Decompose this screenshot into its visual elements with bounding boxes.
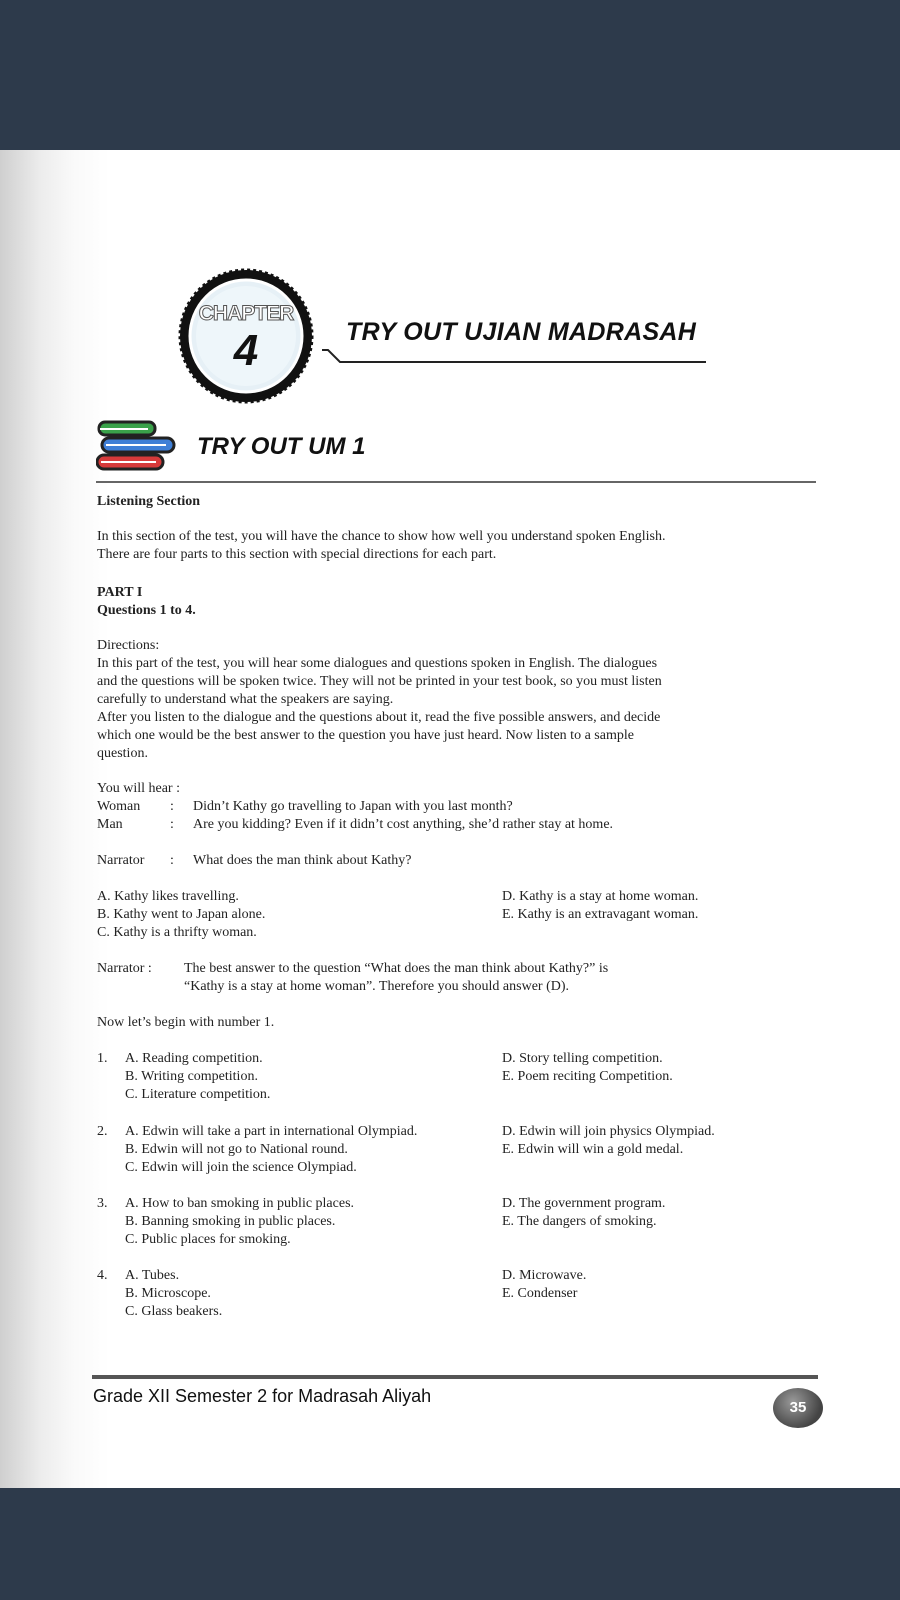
chapter-number: 4 xyxy=(233,326,259,375)
books-icon xyxy=(96,420,178,472)
part-title: PART I xyxy=(97,585,143,600)
sample-option-d: D. Kathy is a stay at home woman. xyxy=(502,889,699,904)
narrator-question: What does the man think about Kathy? xyxy=(193,853,412,868)
question-option-e: E. Condenser xyxy=(502,1286,578,1301)
part-questions: Questions 1 to 4. xyxy=(97,603,196,618)
directions-line: carefully to understand what the speakers are saying. xyxy=(97,692,394,707)
speaker-colon: : xyxy=(170,817,174,832)
divider xyxy=(96,481,816,483)
directions-line: After you listen to the dialogue and the questions about it, read the five possible answers, and decide xyxy=(97,710,661,725)
bottom-bar xyxy=(0,1488,900,1600)
question-option-b: B. Edwin will not go to National round. xyxy=(125,1142,348,1157)
speaker-man: Man xyxy=(97,817,123,832)
question-number: 3. xyxy=(97,1196,108,1211)
intro-line: In this section of the test, you will have the chance to show how well you understand spoken English. xyxy=(97,529,666,544)
question-number: 1. xyxy=(97,1051,108,1066)
question-option-d: D. Story telling competition. xyxy=(502,1051,663,1066)
question-option-d: D. Edwin will join physics Olympiad. xyxy=(502,1124,715,1139)
question-option-a: A. Edwin will take a part in international Olympiad. xyxy=(125,1124,418,1139)
question-option-b: B. Writing competition. xyxy=(125,1069,258,1084)
question-option-e: E. The dangers of smoking. xyxy=(502,1214,657,1229)
question-option-b: B. Banning smoking in public places. xyxy=(125,1214,336,1229)
question-option-d: D. Microwave. xyxy=(502,1268,587,1283)
man-line: Are you kidding? Even if it didn’t cost anything, she’d rather stay at home. xyxy=(193,817,614,832)
speaker-woman: Woman xyxy=(97,799,141,814)
question-number: 4. xyxy=(97,1268,108,1283)
speaker-colon: : xyxy=(170,853,174,868)
directions-line: and the questions will be spoken twice. They will not be printed in your test book, so you must listen xyxy=(97,674,662,689)
you-will-hear: You will hear : xyxy=(97,781,180,796)
question-option-c: C. Glass beakers. xyxy=(125,1304,223,1319)
directions-line: which one would be the best answer to the question you have just heard. Now listen to a sample xyxy=(97,728,634,743)
question-option-a: A. Reading competition. xyxy=(125,1051,263,1066)
footer-divider xyxy=(92,1375,818,1379)
answer-narrator-label: Narrator : xyxy=(97,961,152,976)
question-number: 2. xyxy=(97,1124,108,1139)
intro-line: There are four parts to this section with special directions for each part. xyxy=(97,547,497,562)
chapter-badge-label: CHAPTER xyxy=(198,302,294,325)
woman-line: Didn’t Kathy go travelling to Japan with you last month? xyxy=(193,799,513,814)
sample-option-c: C. Kathy is a thrifty woman. xyxy=(97,925,257,940)
directions-label: Directions: xyxy=(97,638,160,653)
chapter-badge xyxy=(178,268,314,404)
question-option-a: A. Tubes. xyxy=(125,1268,180,1283)
directions-line: In this part of the test, you will hear some dialogues and questions spoken in English. The dialogues xyxy=(97,656,658,671)
section-title: TRY OUT UM 1 xyxy=(197,433,366,460)
question-option-b: B. Microscope. xyxy=(125,1286,211,1301)
question-option-a: A. How to ban smoking in public places. xyxy=(125,1196,355,1211)
listening-heading: Listening Section xyxy=(97,494,201,509)
question-option-d: D. The government program. xyxy=(502,1196,666,1211)
begin-line: Now let’s begin with number 1. xyxy=(97,1015,275,1030)
speaker-narrator: Narrator xyxy=(97,853,145,868)
question-option-c: C. Literature competition. xyxy=(125,1087,271,1102)
sample-option-a: A. Kathy likes travelling. xyxy=(97,889,239,904)
directions-line: question. xyxy=(97,746,148,761)
top-bar xyxy=(0,0,900,150)
answer-line: The best answer to the question “What does the man think about Kathy?” is xyxy=(184,961,609,976)
question-option-e: E. Edwin will win a gold medal. xyxy=(502,1142,684,1157)
sample-option-e: E. Kathy is an extravagant woman. xyxy=(502,907,699,922)
page-number-badge: 35 xyxy=(773,1388,823,1428)
sample-option-b: B. Kathy went to Japan alone. xyxy=(97,907,266,922)
question-option-c: C. Edwin will join the science Olympiad. xyxy=(125,1160,357,1175)
question-option-c: C. Public places for smoking. xyxy=(125,1232,291,1247)
speaker-colon: : xyxy=(170,799,174,814)
question-option-e: E. Poem reciting Competition. xyxy=(502,1069,673,1084)
footer-text: Grade XII Semester 2 for Madrasah Aliyah xyxy=(93,1386,432,1406)
document-page[interactable] xyxy=(0,150,900,1488)
answer-line: “Kathy is a stay at home woman”. Therefore you should answer (D). xyxy=(184,979,570,994)
chapter-title: TRY OUT UJIAN MADRASAH xyxy=(346,318,697,346)
chapter-underline xyxy=(322,346,708,366)
